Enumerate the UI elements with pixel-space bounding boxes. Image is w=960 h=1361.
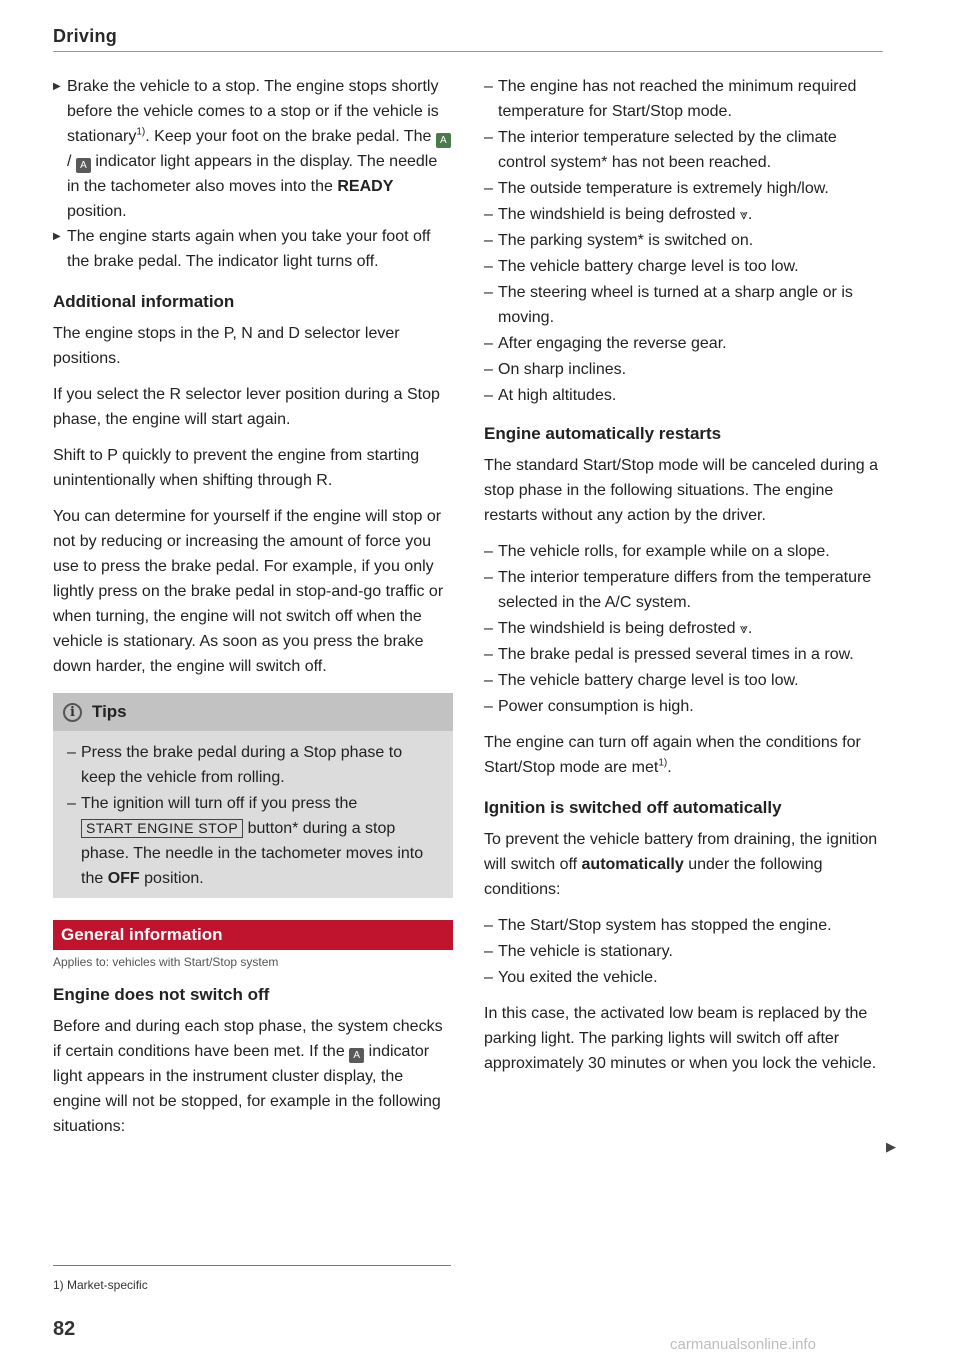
- windshield-defrost-icon: ⩔: [739, 206, 748, 222]
- tips-header: [53, 693, 453, 731]
- footnote-ref: 1): [658, 757, 668, 769]
- conditions-list: [484, 74, 884, 408]
- list-item: – At high altitudes.: [484, 387, 617, 404]
- paragraph: To prevent the vehicle battery from draining, the ignition will switch off automatically under the following conditions:: [484, 831, 878, 898]
- paragraph: Shift to P quickly to prevent the engine from starting unintentionally when shifting through R.: [53, 447, 420, 489]
- paragraph: Before and during each stop phase, the system checks if certain conditions have been met. If the A indicator light appears in the instrument cluster display, the engine will not be stopped, for example in the following situations:: [53, 1018, 443, 1135]
- tips-box: [53, 693, 453, 898]
- list-item: – The vehicle battery charge level is too low.: [484, 672, 799, 689]
- list-item: – The steering wheel is turned at a sharp angle or is moving.: [484, 284, 853, 326]
- off-label: OFF: [107, 870, 140, 887]
- list-item: – The windshield is being defrosted ⩔.: [484, 206, 753, 223]
- start-stop-indicator-icon: A: [436, 133, 451, 148]
- list-item: – The ignition will turn off if you press the START ENGINE STOP button* during a stop phase. The needle in the tachometer moves into the OFF position.: [67, 795, 424, 887]
- start-stop-indicator-alt-icon: A: [76, 158, 91, 173]
- step-triangle-icon: ▶: [53, 81, 61, 92]
- paragraph: If you select the R selector lever position during a Stop phase, the engine will start again.: [53, 386, 440, 428]
- header-divider: [53, 51, 883, 52]
- left-column: [53, 74, 453, 1150]
- heading-engine-does-not-switch-off: Engine does not switch off: [53, 985, 270, 1004]
- paragraph: The engine stops in the P, N and D selector lever positions.: [53, 325, 400, 367]
- list-item: – Press the brake pedal during a Stop phase to keep the vehicle from rolling.: [67, 744, 403, 786]
- list-item: – The interior temperature selected by the climate control system* has not been reached.: [484, 129, 837, 171]
- right-column: [484, 74, 884, 1087]
- page-number: 82: [53, 1318, 76, 1340]
- restart-conditions-list: [484, 539, 884, 719]
- list-item: – The vehicle rolls, for example while on a slope.: [484, 543, 830, 560]
- footnote-divider: [53, 1265, 451, 1266]
- list-item: – The brake pedal is pressed several times in a row.: [484, 646, 854, 663]
- list-item: – The interior temperature differs from the temperature selected in the A/C system.: [484, 569, 872, 611]
- step-brake-to-stop: ▶ Brake the vehicle to a stop. The engine stops shortly before the vehicle comes to a stop or if the vehicle is stationary$^{1)}$. Keep your foot on the brake pedal. The A/ A indicator light appears in the display. The needle in the tachometer also moves into the READY position.: [53, 74, 453, 224]
- list-item: – The windshield is being defrosted ⩔.: [484, 620, 753, 637]
- section-banner-general-information: General information: [53, 920, 453, 950]
- tips-body: [53, 731, 453, 898]
- step-engine-starts: ▶ The engine starts again when you take your foot off the brake pedal. The indicator light turns off.: [53, 224, 453, 274]
- watermark: carmanualsonline.info: [670, 1336, 816, 1353]
- windshield-defrost-icon: ⩔: [739, 620, 748, 636]
- footnote-ref: 1): [136, 126, 146, 138]
- list-item: – On sharp inclines.: [484, 361, 627, 378]
- tips-label: Tips: [92, 702, 127, 721]
- list-item: – After engaging the reverse gear.: [484, 335, 727, 352]
- applies-to-note: Applies to: vehicles with Start/Stop system: [53, 955, 279, 969]
- ignition-conditions-list: [484, 913, 884, 990]
- ready-label: READY: [337, 178, 394, 195]
- paragraph: You can determine for yourself if the engine will stop or not by reducing or increasing the amount of force you use to press the brake pedal. For example, if you only lightly press on the brake pedal in stop-and-go traffic or when turning, the engine will not switch off when the vehicle is stationary. As soon as you press the brake down harder, the engine will switch off.: [53, 508, 444, 675]
- info-icon: i: [63, 703, 82, 722]
- paragraph: The engine can turn off again when the conditions for Start/Stop mode are met$^{1)}$.: [484, 734, 861, 776]
- continue-arrow-icon: ▶: [886, 1139, 896, 1154]
- heading-ignition-switched-off: Ignition is switched off automatically: [484, 798, 782, 817]
- list-item: – The outside temperature is extremely high/low.: [484, 180, 829, 197]
- list-item: – The parking system* is switched on.: [484, 232, 754, 249]
- list-item: – The vehicle is stationary.: [484, 943, 673, 960]
- heading-engine-automatically-restarts: Engine automatically restarts: [484, 424, 722, 443]
- list-item: – The Start/Stop system has stopped the engine.: [484, 917, 832, 934]
- list-item: – You exited the vehicle.: [484, 969, 658, 986]
- automatically-label: automatically: [581, 856, 684, 873]
- list-item: – The vehicle battery charge level is too low.: [484, 258, 799, 275]
- paragraph: The standard Start/Stop mode will be canceled during a stop phase in the following situations. The engine restarts without any action by the driver.: [484, 457, 879, 524]
- start-stop-off-indicator-icon: A: [349, 1048, 364, 1063]
- step-triangle-icon: ▶: [53, 231, 61, 242]
- list-item: – The engine has not reached the minimum required temperature for Start/Stop mode.: [484, 78, 857, 120]
- start-engine-stop-key: START ENGINE STOP: [81, 819, 243, 838]
- paragraph: In this case, the activated low beam is replaced by the parking light. The parking lights will switch off after approximately 30 minutes or when you lock the vehicle.: [484, 1005, 877, 1072]
- list-item: – Power consumption is high.: [484, 698, 694, 715]
- footnote: 1) Market-specific: [53, 1278, 148, 1292]
- heading-additional-information: Additional information: [53, 292, 235, 311]
- page-header-title: Driving: [53, 26, 118, 46]
